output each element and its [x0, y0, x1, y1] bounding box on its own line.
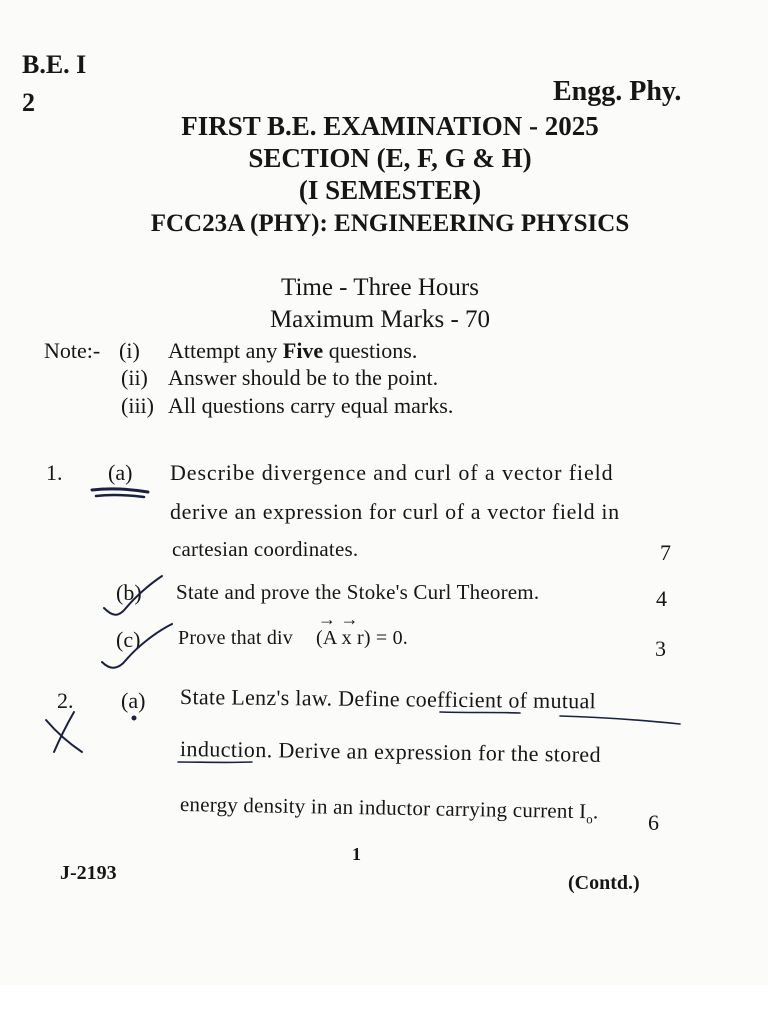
semester-line: (I SEMESTER) [298, 175, 482, 205]
question-text-line: induction. Derive an expression for the stored [179, 736, 602, 767]
continued-label: (Contd.) [568, 872, 640, 894]
note-item [168, 338, 417, 364]
pen-underline-mark [96, 495, 144, 497]
question-text-line: State Lenz's law. Define coefficient of mutual [179, 684, 597, 714]
note-number: (i) [119, 338, 140, 363]
subject-short-name: Engg. Phy. [553, 76, 682, 107]
question-text-line: Describe divergence and curl of a vector field [170, 460, 614, 485]
current-subscript: o [586, 811, 594, 827]
pen-cross-mark [54, 712, 74, 752]
note-text: questions. [323, 338, 418, 363]
note-number: (iii) [121, 393, 154, 418]
question-number: 2. [57, 688, 74, 713]
question-part-label: (a) [108, 460, 133, 485]
pen-underline-mark [560, 716, 680, 724]
question-part-label: (c) [116, 627, 141, 652]
question-marks: 3 [655, 636, 666, 661]
question-part-label: (a) [121, 688, 146, 713]
note-text: Attempt any [168, 338, 283, 363]
question-text: energy density in an inductor carrying current I [179, 792, 587, 824]
note-label: Note:- [44, 338, 101, 363]
vector-arrows: → → [318, 609, 359, 629]
sections-line: SECTION (E, F, G & H) [248, 143, 532, 173]
time-allowed: Time - Three Hours [281, 274, 479, 301]
course-label: B.E. I [22, 50, 87, 79]
question-text-line: cartesian coordinates. [172, 537, 359, 561]
exam-title-block [60, 110, 720, 240]
question-text-line: derive an expression for curl of a vector field in [170, 499, 620, 524]
pen-dot-mark [132, 716, 137, 721]
question-text-line: (A x r) = 0. [316, 627, 408, 649]
course-title: FCC23A (PHY): ENGINEERING PHYSICS [150, 210, 630, 237]
pen-cross-mark [46, 720, 82, 752]
note-item: Answer should be to the point. [168, 365, 439, 390]
question-part-label: (b) [116, 580, 142, 605]
note-number: (ii) [121, 365, 148, 390]
question-text: . [592, 799, 599, 824]
question-marks: 6 [648, 810, 659, 835]
exam-title: FIRST B.E. EXAMINATION - 2025 [181, 111, 599, 141]
paper-code: J-2193 [60, 862, 117, 884]
page-bottom-margin [0, 985, 768, 1024]
question-text-line [180, 792, 599, 827]
maximum-marks: Maximum Marks - 70 [269, 306, 491, 333]
note-item: All questions carry equal marks. [168, 393, 454, 418]
question-marks: 7 [660, 540, 671, 565]
exam-meta [160, 272, 600, 336]
pen-underline-mark [92, 489, 148, 492]
note-emphasis: Five [282, 338, 324, 363]
question-marks: 4 [656, 586, 667, 611]
question-number: 1. [46, 460, 63, 485]
question-text-line: State and prove the Stoke's Curl Theorem. [176, 580, 540, 604]
question-text-line: Prove that div [178, 627, 294, 649]
page-number: 1 [352, 844, 361, 864]
paper-number: 2 [22, 88, 35, 117]
